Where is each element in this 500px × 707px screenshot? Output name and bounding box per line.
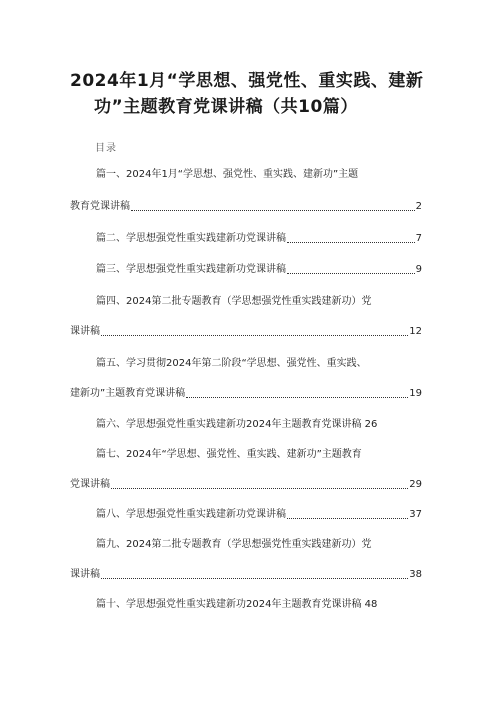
toc-entry-7-title-cont: 党课讲稿 xyxy=(70,479,110,490)
toc-entry-2-title: 篇二、学思想强党性重实践建新功党课讲稿 xyxy=(96,233,286,244)
toc-entry-7-line-1[interactable]: 篇七、2024年“学思想、强党性、重实践、建新功”主题教育 xyxy=(96,449,362,460)
toc-entry-8[interactable] xyxy=(96,508,422,522)
toc-entry-1-page: 2 xyxy=(415,201,422,212)
dot-leader xyxy=(101,334,408,336)
dot-leader xyxy=(186,396,408,398)
toc-entry-1-title-cont: 教育党课讲稿 xyxy=(70,201,130,212)
toc-entry-6-page: 26 xyxy=(364,419,378,430)
title-line-1: 2024年1月“学思想、强党性、重实践、建新 xyxy=(70,71,424,91)
toc-entry-1-line-1[interactable]: 篇一、2024年1月“学思想、强党性、重实践、建新功”主题 xyxy=(96,169,359,180)
toc-entry-1-line-2[interactable] xyxy=(70,200,422,214)
toc-entry-7-page: 29 xyxy=(409,479,422,490)
toc-entry-5-title-cont: 建新功”主题教育党课讲稿 xyxy=(70,388,186,399)
toc-heading: 目录 xyxy=(95,143,117,154)
toc-entry-8-title: 篇八、学思想强党性重实践建新功党课讲稿 xyxy=(96,509,286,520)
toc-entry-3-page: 9 xyxy=(415,264,422,275)
toc-entry-4-line-2[interactable] xyxy=(70,325,422,339)
toc-entry-6-title: 篇六、学思想强党性重实践建新功2024年主题教育党课讲稿 xyxy=(96,419,362,430)
dot-leader xyxy=(101,577,408,579)
toc-entry-3-title: 篇三、学思想强党性重实践建新功党课讲稿 xyxy=(96,264,286,275)
toc-entry-5-line-2[interactable] xyxy=(70,387,422,401)
dot-leader xyxy=(287,272,415,274)
toc-entry-9-line-1[interactable]: 篇九、2024第二批专题教育（学思想强党性重实践建新功）党 xyxy=(96,539,372,550)
toc-entry-5-page: 19 xyxy=(409,388,422,399)
toc-entry-5-line-1[interactable]: 篇五、学习贯彻2024年第二阶段“学思想、强党性、重实践、 xyxy=(96,358,367,369)
toc-entry-8-page: 37 xyxy=(409,509,422,520)
dot-leader xyxy=(131,209,415,211)
toc-entry-10[interactable] xyxy=(96,598,377,612)
dot-leader xyxy=(287,517,408,519)
toc-entry-7-line-2[interactable] xyxy=(70,478,422,492)
title-line-2: 功”主题教育党课讲稿（共10篇） xyxy=(94,97,358,117)
toc-entry-6[interactable] xyxy=(96,418,377,432)
toc-entry-10-page: 48 xyxy=(364,599,378,610)
toc-entry-4-line-1[interactable]: 篇四、2024第二批专题教育（学思想强党性重实践建新功）党 xyxy=(96,296,372,307)
dot-leader xyxy=(111,487,408,489)
dot-leader xyxy=(287,241,415,243)
toc-entry-9-title-cont: 课讲稿 xyxy=(70,569,100,580)
toc-entry-3[interactable] xyxy=(96,263,422,277)
toc-entry-4-page: 12 xyxy=(409,326,422,337)
toc-entry-2[interactable] xyxy=(96,232,422,246)
toc-entry-9-page: 38 xyxy=(409,569,422,580)
toc-entry-10-title: 篇十、学思想强党性重实践建新功2024年主题教育党课讲稿 xyxy=(96,599,362,610)
toc-entry-4-title-cont: 课讲稿 xyxy=(70,326,100,337)
toc-entry-2-page: 7 xyxy=(415,233,422,244)
toc-entry-9-line-2[interactable] xyxy=(70,568,422,582)
